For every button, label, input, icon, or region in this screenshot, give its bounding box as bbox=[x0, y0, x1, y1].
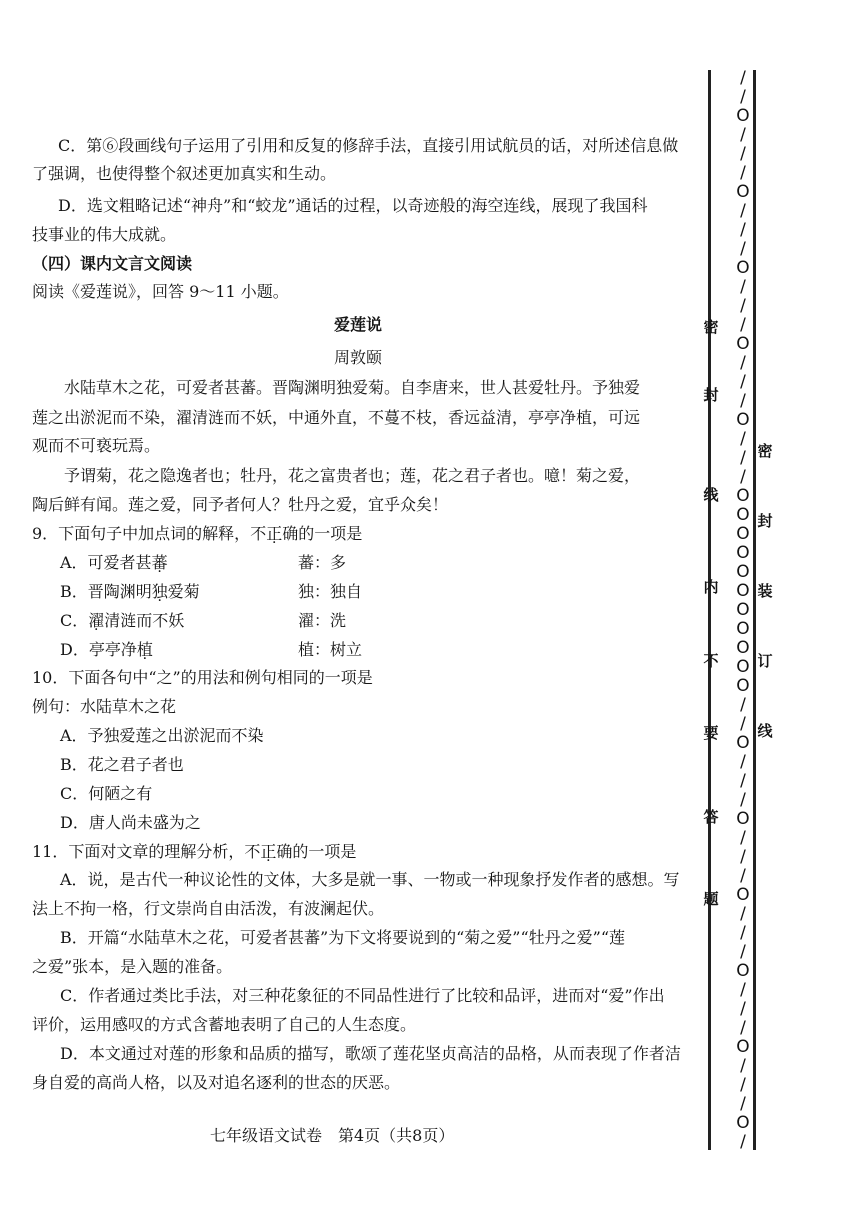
q9-stem: 9．下面句子中加点词的解释，不正确的一项是 bbox=[32, 524, 363, 543]
binding-ring-icon: O bbox=[736, 106, 750, 126]
binding-ring-icon: O bbox=[736, 657, 750, 677]
binding-slash-icon: / bbox=[740, 904, 746, 924]
q10-option-b: B．花之君子者也 bbox=[60, 755, 184, 774]
q10-option-a: A．予独爱莲之出淤泥而不染 bbox=[60, 726, 264, 745]
q10-option-c: C．何陋之有 bbox=[60, 784, 153, 803]
binding-ring-icon: O bbox=[736, 581, 750, 601]
passage-p1-line3: 观而不可亵玩焉。 bbox=[32, 436, 161, 455]
binding-ring-icon: O bbox=[736, 258, 750, 278]
binding-slash-icon: / bbox=[740, 372, 746, 392]
binding-char-8: 题 bbox=[703, 890, 719, 908]
passage-title: 爱莲说 bbox=[333, 315, 382, 334]
binding-slash-icon: / bbox=[740, 87, 746, 107]
binding-ring-icon: O bbox=[736, 1037, 750, 1057]
binding-margin bbox=[700, 70, 860, 1160]
q11-a-line2: 法上不拘一格，行文崇尚自由活泼，有波澜起伏。 bbox=[32, 899, 385, 918]
binding-slash-icon: / bbox=[740, 125, 746, 145]
binding-ring-icon: O bbox=[736, 809, 750, 829]
binding-ring-icon: O bbox=[736, 676, 750, 696]
q9-emphasis: 不正确 bbox=[250, 524, 299, 543]
binding-slash-icon: / bbox=[740, 220, 746, 240]
binding-slash-icon: / bbox=[740, 1075, 746, 1095]
binding-ring-icon: O bbox=[736, 600, 750, 620]
q11-b-line1: B．开篇“水陆草木之花，可爱者甚蕃”为下文将要说到的“菊之爱”“牡丹之爱”“莲 bbox=[60, 928, 626, 947]
question-d-line2: 技事业的伟大成就。 bbox=[32, 225, 177, 244]
q9-gloss-a: 蕃：多 bbox=[298, 553, 347, 572]
q11-stem: 11．下面对文章的理解分析，不正确的一项是 bbox=[32, 842, 357, 861]
binding-ring-icon: O bbox=[736, 334, 750, 354]
binding-slash-icon: / bbox=[740, 714, 746, 734]
question-d-line1: D．选文粗略记述“神舟”和“蛟龙”通话的过程，以奇迹般的海空连线，展现了我国科 bbox=[58, 196, 648, 215]
binding-slash-icon: / bbox=[740, 353, 746, 373]
binding-slash-icon: / bbox=[740, 771, 746, 791]
binding-slash-icon: / bbox=[740, 847, 746, 867]
binding-char-4: 内 bbox=[703, 578, 719, 596]
binding-slash-icon: / bbox=[740, 980, 746, 1000]
binding-char-2: 封 bbox=[703, 386, 719, 404]
section-heading: （四）课内文言文阅读 bbox=[32, 254, 193, 273]
binding-ring-icon: O bbox=[736, 638, 750, 658]
q9-gloss-d: 植：树立 bbox=[298, 640, 363, 659]
binding-side-char: 密 bbox=[757, 442, 773, 460]
passage-p1-line1: 水陆草木之花，可爱者甚蕃。晋陶渊明独爱菊。自李唐来，世人甚爱牡丹。予独爱 bbox=[64, 378, 641, 397]
binding-slash-icon: / bbox=[740, 296, 746, 316]
passage-p1-line2: 莲之出淤泥而不染，濯清涟而不妖，中通外直，不蔓不枝，香远益清，亭亭净植，可远 bbox=[32, 408, 641, 427]
binding-slash-icon: / bbox=[740, 68, 746, 88]
binding-ring-icon: O bbox=[736, 885, 750, 905]
q10-example: 例句：水陆草木之花 bbox=[32, 697, 177, 716]
binding-ring-icon: O bbox=[736, 486, 750, 506]
binding-ring-icon: O bbox=[736, 733, 750, 753]
binding-slash-icon: / bbox=[740, 923, 746, 943]
binding-slash-icon: / bbox=[740, 201, 746, 221]
binding-slash-icon: / bbox=[740, 942, 746, 962]
binding-char-7: 答 bbox=[703, 808, 719, 826]
q11-c-line1: C．作者通过类比手法，对三种花象征的不同品性进行了比较和品评，进而对“爱”作出 bbox=[60, 986, 665, 1005]
passage-p2-line2: 陶后鲜有闻。莲之爱，同予者何人？牡丹之爱，宜乎众矣！ bbox=[32, 495, 449, 514]
binding-slash-icon: / bbox=[740, 695, 746, 715]
binding-char-1: 密 bbox=[703, 318, 719, 336]
binding-slash-icon: / bbox=[740, 429, 746, 449]
q11-a-line1: A．说，是古代一种议论性的文体，大多是就一事、一物或一种现象抒发作者的感想。写 bbox=[60, 870, 680, 889]
binding-ring-icon: O bbox=[736, 505, 750, 525]
q9-gloss-b: 独：独自 bbox=[298, 582, 363, 601]
binding-slash-icon: / bbox=[740, 790, 746, 810]
binding-slash-icon: / bbox=[740, 467, 746, 487]
binding-slash-icon: / bbox=[740, 752, 746, 772]
binding-char-5: 不 bbox=[703, 652, 719, 670]
binding-ring-icon: O bbox=[736, 1113, 750, 1133]
page-footer: 七年级语文试卷 第4页（共8页） bbox=[210, 1126, 455, 1145]
binding-slash-icon: / bbox=[740, 448, 746, 468]
q11-c-line2: 评价，运用感叹的方式含蓄地表明了自己的人生态度。 bbox=[32, 1015, 417, 1034]
question-c-line2: 了强调，也使得整个叙述更加真实和生动。 bbox=[32, 164, 337, 183]
question-c-line1: C．第⑥段画线句子运用了引用和反复的修辞手法，直接引用试航员的话，对所述信息做 bbox=[58, 136, 679, 155]
q11-emphasis: 不正确 bbox=[244, 842, 293, 861]
binding-ring-icon: O bbox=[736, 543, 750, 563]
binding-slash-icon: / bbox=[740, 144, 746, 164]
binding-slash-icon: / bbox=[740, 163, 746, 183]
binding-slash-icon: / bbox=[740, 828, 746, 848]
binding-slash-icon: / bbox=[740, 1132, 746, 1152]
binding-ring-icon: O bbox=[736, 410, 750, 430]
section-instruction: 阅读《爱莲说》，回答 9～11 小题。 bbox=[32, 282, 289, 301]
q9-option-a: A．可爱者甚蕃 bbox=[60, 553, 168, 572]
binding-ring-icon: O bbox=[736, 524, 750, 544]
q9-option-b: B．晋陶渊明独爱菊 bbox=[60, 582, 200, 601]
binding-slash-icon: / bbox=[740, 239, 746, 259]
q11-d-line2: 身自爱的高尚人格，以及对追名逐利的世态的厌恶。 bbox=[32, 1073, 401, 1092]
q10-stem: 10．下面各句中“之”的用法和例句相同的一项是 bbox=[32, 668, 373, 687]
binding-slash-icon: / bbox=[740, 391, 746, 411]
binding-slash-icon: / bbox=[740, 1056, 746, 1076]
q11-b-line2: 之爱”张本，是入题的准备。 bbox=[32, 957, 233, 976]
binding-slash-icon: / bbox=[740, 1018, 746, 1038]
binding-slash-icon: / bbox=[740, 1094, 746, 1114]
binding-ring-icon: O bbox=[736, 619, 750, 639]
binding-ring-icon: O bbox=[736, 562, 750, 582]
binding-slash-icon: / bbox=[740, 277, 746, 297]
binding-side-char: 订 bbox=[757, 652, 773, 670]
binding-side-char: 装 bbox=[757, 582, 773, 600]
binding-char-3: 线 bbox=[703, 486, 719, 504]
q9-option-c: C．濯清涟而不妖 bbox=[60, 611, 185, 630]
binding-ring-icon: O bbox=[736, 961, 750, 981]
binding-slash-icon: / bbox=[740, 866, 746, 886]
binding-line-left bbox=[708, 70, 711, 1150]
binding-side-char: 封 bbox=[757, 512, 773, 530]
binding-ring-icon: O bbox=[736, 182, 750, 202]
q10-option-d: D．唐人尚未盛为之 bbox=[60, 813, 201, 832]
binding-slash-icon: / bbox=[740, 315, 746, 335]
passage-p2-line1: 予谓菊，花之隐逸者也；牡丹，花之富贵者也；莲，花之君子者也。噫！菊之爱， bbox=[64, 466, 641, 485]
q11-d-line1: D．本文通过对莲的形象和品质的描写，歌颂了莲花坚贞高洁的品格，从而表现了作者洁 bbox=[60, 1044, 681, 1063]
binding-slash-icon: / bbox=[740, 999, 746, 1019]
passage-author: 周敦颐 bbox=[333, 348, 382, 367]
q9-option-d: D．亭亭净植 bbox=[60, 640, 153, 659]
binding-side-char: 线 bbox=[757, 722, 773, 740]
q9-gloss-c: 濯：洗 bbox=[298, 611, 347, 630]
binding-char-6: 要 bbox=[703, 724, 719, 742]
